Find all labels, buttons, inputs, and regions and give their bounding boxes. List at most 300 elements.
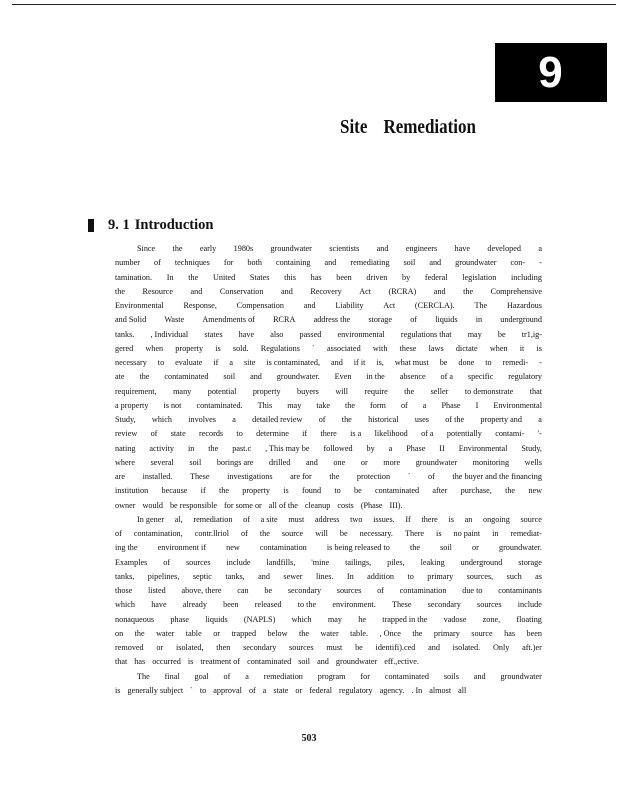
text-word: storage (518, 557, 542, 567)
text-word: treatment of (200, 657, 241, 667)
text-word: when (145, 343, 164, 353)
text-word: soil (403, 258, 416, 268)
text-word: an (464, 514, 473, 524)
text-word: determine (256, 429, 289, 439)
text-word: underground (460, 557, 503, 567)
text-word: of (400, 400, 408, 410)
text-word: table (185, 628, 202, 638)
text-line (115, 256, 542, 270)
text-word: of the (445, 415, 465, 424)
text-word: above, there (181, 586, 222, 595)
text-word: or (213, 628, 221, 638)
text-line (115, 313, 542, 327)
text-word: the (218, 486, 229, 496)
text-word: there (421, 514, 438, 524)
text-word: contamination (259, 543, 307, 553)
text-word: . In (411, 685, 423, 695)
text-word: and (280, 286, 293, 296)
text-word: removed (115, 643, 144, 652)
text-line (115, 399, 542, 413)
text-word: to (485, 358, 492, 367)
text-word: contamination, (133, 529, 183, 538)
text-word: seller (430, 386, 449, 396)
text-word: (NAPLS) (243, 614, 276, 624)
text-word: is (115, 685, 121, 695)
text-line (115, 499, 542, 513)
text-word: is (436, 529, 442, 538)
text-line (115, 584, 542, 598)
text-word: number (115, 258, 141, 268)
text-word: approval (213, 685, 242, 695)
text-word: and Solid (115, 315, 147, 325)
text-word: primary (427, 571, 454, 581)
text-word: what must (394, 358, 429, 367)
text-word: and (428, 643, 440, 652)
text-word: a (538, 415, 542, 424)
text-word: including (511, 272, 542, 282)
text-word: monitoring (472, 457, 510, 467)
text-word: it (519, 343, 525, 353)
text-word: with (372, 343, 388, 353)
chapter-number-box (495, 43, 607, 102)
text-word: or (295, 685, 303, 695)
text-word: be (339, 529, 348, 538)
text-word: has (310, 272, 322, 282)
text-word: ate (115, 372, 125, 382)
text-word: dictate (455, 343, 478, 353)
text-word: secondary (427, 600, 461, 610)
text-word: secondary (243, 643, 277, 652)
text-word: liquids (205, 614, 228, 624)
text-word: a (422, 400, 427, 410)
text-word: - (539, 358, 542, 367)
text-word: regulatory (508, 372, 542, 382)
top-rule (12, 4, 616, 5)
text-word: Examples (115, 557, 148, 567)
text-word: drilled (269, 457, 291, 467)
text-word: of (163, 557, 171, 567)
text-word: on (115, 628, 124, 638)
text-word: the (134, 628, 145, 638)
text-word: already (182, 600, 207, 610)
text-word: for (223, 258, 234, 268)
text-word: may (327, 614, 342, 624)
text-word: , Individual (150, 329, 189, 339)
text-word: has (134, 657, 146, 667)
text-word: Act (383, 301, 396, 310)
text-word: cleanup (304, 500, 331, 510)
text-word: all of the (268, 500, 298, 510)
text-word: Only (492, 643, 510, 652)
text-word: or (472, 543, 479, 553)
text-word: detailed review (252, 415, 303, 424)
text-word: In (346, 571, 354, 581)
text-word: require (364, 386, 388, 396)
text-line (115, 613, 542, 627)
text-word: the (505, 486, 516, 496)
text-word: states (204, 329, 223, 339)
text-word: if (213, 358, 219, 367)
text-word: of (243, 514, 250, 524)
text-word: necessary. (359, 529, 393, 538)
text-word: listed (148, 586, 166, 595)
text-word: by (366, 443, 375, 453)
text-word: will (315, 529, 328, 538)
text-word: (CERCLA). (414, 301, 455, 310)
text-line (115, 670, 542, 684)
text-word: tanks, (225, 571, 245, 581)
text-word: States (249, 272, 270, 282)
text-line (115, 513, 542, 527)
text-line (115, 684, 542, 698)
text-word: and (306, 457, 318, 467)
text-word: when (489, 343, 508, 353)
text-word: legislation (462, 272, 497, 282)
text-word: the (409, 543, 420, 553)
text-word: piles, (387, 557, 405, 567)
text-word: if it (353, 358, 366, 367)
text-word: developed (487, 244, 521, 253)
text-line (115, 271, 542, 285)
text-word: '- (537, 429, 542, 439)
text-word: may (467, 329, 482, 339)
text-line (115, 427, 542, 441)
text-word: scientists (329, 244, 360, 253)
body-text (115, 242, 542, 698)
text-word: ` (190, 685, 193, 695)
text-word: or (156, 643, 164, 652)
text-word: more (383, 457, 401, 467)
text-word: groundwater. (498, 543, 542, 553)
text-line (115, 242, 542, 256)
text-word: which (291, 614, 312, 624)
text-word: tanks. (115, 329, 135, 339)
text-word: and (303, 301, 316, 310)
text-line (115, 328, 542, 342)
text-word: is (215, 343, 221, 353)
text-word: and (250, 372, 262, 382)
text-word: that (529, 386, 542, 396)
text-word: table. (350, 628, 369, 638)
text-line (115, 484, 542, 498)
text-word: uses (414, 415, 429, 424)
text-word: has (504, 628, 516, 638)
text-word: and (433, 286, 446, 296)
chapter-title (340, 116, 476, 139)
text-word: many (173, 386, 192, 396)
text-word: absence (399, 372, 426, 382)
text-line (115, 370, 542, 384)
text-word: to the (297, 600, 317, 610)
text-word: Response, (183, 301, 217, 310)
text-word: floating (516, 614, 542, 624)
text-word: final (164, 671, 180, 681)
text-word: tamination. (115, 272, 153, 282)
text-word: There (404, 529, 425, 538)
section-title: Introduction (134, 217, 214, 233)
text-word: potentially (446, 429, 482, 439)
text-word: associated (327, 343, 361, 353)
text-word: passed (299, 329, 322, 339)
text-word: remediation (193, 514, 233, 524)
text-word: groundwater (500, 671, 542, 681)
text-word: is being released to (326, 543, 390, 553)
text-word: of (223, 671, 231, 681)
section-marker (88, 219, 94, 232)
text-word: new (528, 486, 542, 496)
text-word: all (458, 685, 467, 695)
text-word: is (448, 514, 454, 524)
text-word: contaminated (384, 671, 429, 681)
text-word: septic (192, 571, 212, 581)
text-word: These (189, 472, 210, 481)
text-word: primary (433, 628, 460, 638)
text-word: specific (467, 372, 494, 382)
text-word: address the (313, 315, 351, 325)
text-word: found (301, 486, 322, 496)
text-word: institution (115, 486, 149, 496)
text-word: state (170, 429, 186, 439)
text-word: of (428, 472, 435, 481)
text-word: if (302, 429, 308, 439)
text-word: laws (428, 343, 444, 353)
text-word: In gener (137, 514, 165, 524)
text-word: involves (188, 415, 216, 424)
text-word: review (115, 429, 138, 439)
text-word: Regulations (260, 343, 300, 353)
text-word: is not (163, 400, 182, 410)
text-word: the buyer and the financing (452, 472, 542, 481)
text-line (115, 598, 542, 612)
text-word: Compensation (236, 301, 284, 310)
text-word: containing (275, 258, 311, 268)
text-word: the (463, 286, 474, 296)
text-word: occurred (152, 657, 181, 667)
text-word: requirement, (115, 386, 157, 396)
text-word: federal (424, 272, 448, 282)
text-word: of (410, 315, 418, 325)
text-word: techniques (174, 258, 210, 268)
text-word: have (454, 244, 470, 253)
text-word: a (229, 358, 234, 367)
text-word: to (199, 685, 207, 695)
text-word: would (142, 500, 163, 510)
text-word: there (320, 429, 337, 439)
text-word: of (377, 586, 384, 595)
text-word: the (208, 443, 219, 453)
text-word: underground (500, 315, 542, 325)
text-word: and (317, 657, 329, 667)
chapter-title-word-1: Site (340, 116, 368, 138)
text-word: two (350, 514, 363, 524)
text-word: II (439, 443, 445, 453)
text-word: (Phase (360, 500, 383, 510)
text-word: sources (185, 557, 211, 567)
text-word: sources (477, 600, 502, 610)
text-word: al, (174, 514, 183, 524)
text-word: a (388, 443, 393, 453)
text-word: a (538, 244, 542, 253)
text-word: evaluate (175, 358, 203, 367)
text-word: the (412, 628, 423, 638)
text-word: Act (359, 286, 372, 296)
text-word: con- (510, 258, 526, 268)
text-word: eff.,ective. (384, 657, 419, 667)
text-word: remediation (263, 671, 303, 681)
text-line (115, 655, 542, 669)
text-line (115, 356, 542, 370)
text-word: regulatory (338, 685, 373, 695)
text-word: wells (524, 457, 542, 467)
text-word: Phase (441, 400, 461, 410)
text-word: goal (194, 671, 209, 681)
text-word: isolated, (175, 643, 204, 652)
text-word: must (288, 514, 305, 524)
text-word: be (264, 586, 273, 595)
text-word: ´ (407, 472, 411, 481)
text-word: generally subject (127, 685, 184, 695)
text-word: groundwater. (276, 372, 320, 382)
text-word: as (535, 571, 542, 581)
text-word: state (273, 685, 289, 695)
text-word: include (517, 600, 542, 610)
text-word: is (536, 343, 542, 353)
text-word: aft.)er (522, 643, 542, 652)
text-word: Study, (115, 415, 136, 424)
text-word: then (216, 643, 231, 652)
text-word: secondary (287, 586, 322, 595)
text-word: This (257, 400, 273, 410)
text-word: Recovery (310, 286, 342, 296)
text-word: pipelines, (147, 571, 180, 581)
text-word: is (283, 486, 289, 496)
text-word: form (370, 400, 386, 410)
text-word: a (262, 685, 267, 695)
text-word: nonaqueous (115, 614, 155, 624)
text-word: groundwater (270, 244, 312, 253)
text-word: driven (366, 272, 388, 282)
text-word: federal (309, 685, 332, 695)
text-word: engineers (405, 244, 438, 253)
text-word: zone, (482, 614, 501, 624)
text-word: the (341, 415, 352, 424)
text-word: remediating (350, 258, 390, 268)
text-word: almost (429, 685, 452, 695)
text-word: be (354, 486, 362, 496)
text-line (115, 627, 542, 641)
text-word: the (115, 286, 126, 296)
text-word: trapped in the (382, 614, 428, 624)
text-word: ` (312, 343, 315, 353)
text-word: nating (115, 443, 136, 453)
text-word: such (506, 571, 522, 581)
text-word: include (226, 557, 251, 567)
text-word: contaminated (375, 486, 420, 496)
text-word: the (172, 244, 183, 253)
text-word: to (157, 358, 165, 367)
text-word: is contaminated, (266, 358, 320, 367)
text-word: costs (337, 500, 354, 510)
text-line (115, 641, 542, 655)
text-word: isolated. (452, 643, 481, 652)
text-word: potential (207, 386, 237, 396)
text-word: be (355, 643, 363, 652)
text-word: followed (323, 443, 353, 453)
text-word: be (439, 358, 448, 367)
text-word: soil (298, 657, 311, 667)
text-word: one (333, 457, 346, 467)
text-line (115, 385, 542, 399)
text-word: for some or (224, 500, 262, 510)
text-word: investigations (227, 472, 273, 481)
text-word: are (115, 472, 125, 481)
text-word: vadose (443, 614, 467, 624)
text-word: to (407, 571, 414, 581)
text-word: for (360, 671, 370, 681)
text-word: of (318, 415, 326, 424)
text-word: sources (336, 586, 362, 595)
text-word: if (200, 486, 206, 496)
text-word: Environmental (458, 443, 508, 453)
text-word: The (137, 671, 150, 681)
text-word: after (432, 486, 448, 496)
text-word: and (324, 258, 337, 268)
text-word: (RCRA) (388, 286, 417, 296)
text-word: of (154, 258, 161, 268)
text-word: the (404, 386, 415, 396)
text-word: source (281, 529, 304, 538)
text-line (115, 285, 542, 299)
text-line (115, 570, 542, 584)
text-line (115, 442, 542, 456)
text-word: be (497, 329, 506, 339)
text-word: III). (389, 500, 403, 510)
text-word: of a (440, 372, 454, 382)
text-word: is (187, 657, 194, 667)
text-word: In (166, 272, 174, 282)
text-word: water (320, 628, 339, 638)
text-word: the (139, 372, 150, 382)
text-word: 'mine (311, 557, 330, 567)
text-word: and (376, 244, 389, 253)
text-word: United (212, 272, 236, 282)
text-word: Hazardous (506, 301, 542, 310)
text-word: done (458, 358, 475, 367)
text-word: in (492, 529, 499, 538)
chapter-number: 9 (538, 47, 564, 97)
text-word: tr1,ig- (521, 329, 542, 339)
text-word: which (151, 415, 172, 424)
text-word: contr.llriol (194, 529, 230, 538)
text-word: the (259, 529, 270, 538)
text-word: of a (421, 429, 434, 439)
section-number: 9. 1 (108, 217, 130, 233)
text-word: will (335, 386, 349, 396)
text-word: been (526, 628, 542, 638)
text-word: are for (290, 472, 312, 481)
text-word: protection (356, 472, 391, 481)
text-word: have (238, 329, 255, 339)
text-line (115, 470, 542, 484)
text-word: sold. (232, 343, 249, 353)
text-word: be responsible (169, 500, 218, 510)
text-word: purchase, (460, 486, 492, 496)
text-word: , Once (379, 628, 401, 638)
text-word: Phase (406, 443, 426, 453)
text-word: past.c (232, 443, 252, 453)
text-word: is, (376, 358, 384, 367)
text-word: historical (368, 415, 399, 424)
